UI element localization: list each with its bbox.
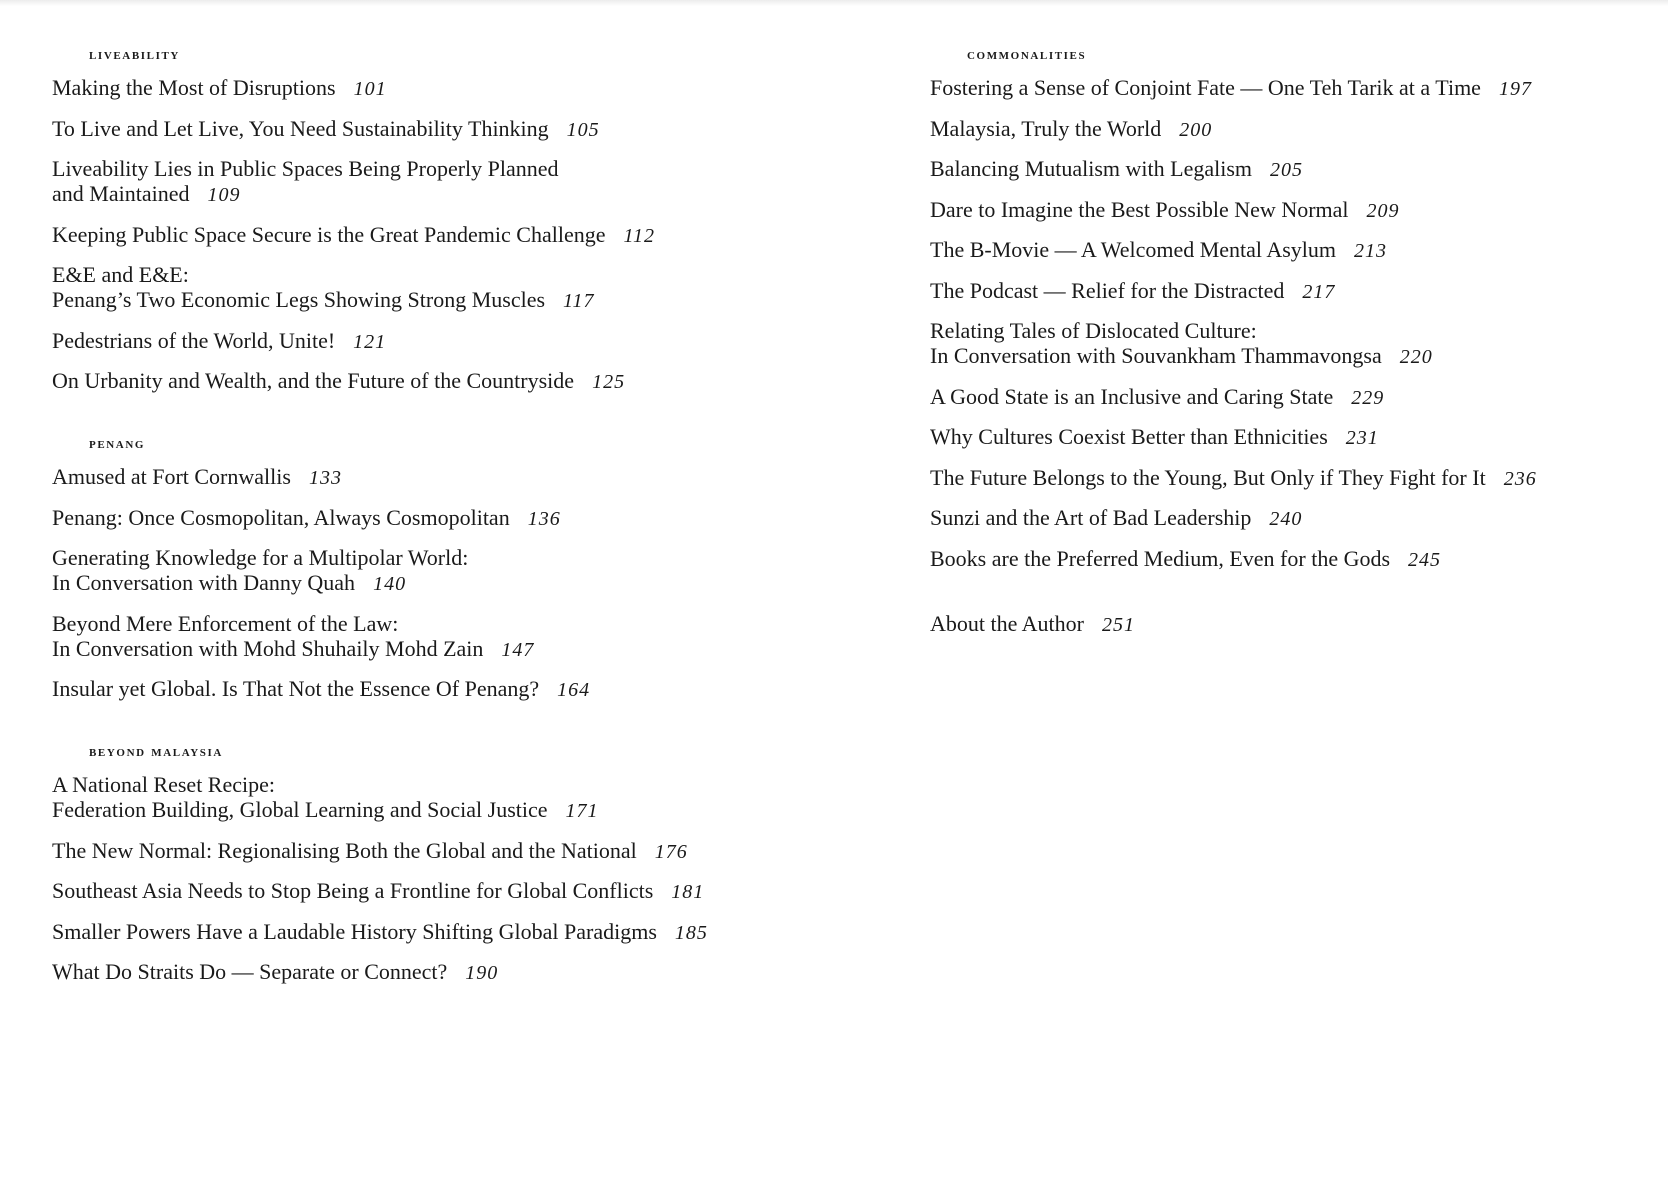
toc-entry[interactable] (52, 328, 812, 355)
toc-entry[interactable] (52, 959, 812, 986)
entry-title: and Maintained (52, 181, 190, 206)
toc-section-beyond-malaysia (52, 741, 812, 986)
page-number: 125 (592, 371, 626, 393)
entry-line (52, 328, 812, 355)
entry-line (52, 676, 812, 703)
entry-title: In Conversation with Danny Quah (52, 570, 356, 595)
entry-title: A National Reset Recipe: (52, 772, 275, 797)
toc-entry[interactable] (52, 156, 812, 208)
page-number: 176 (654, 840, 688, 863)
entry-line (930, 465, 1650, 492)
entry-line (52, 545, 812, 570)
entry-title: To Live and Let Live, You Need Sustainability Thinking (52, 115, 549, 141)
entry-line (930, 197, 1650, 224)
entry-title: Sunzi and the Art of Bad Leadership (930, 505, 1252, 530)
entry-line (52, 287, 812, 314)
toc-entry[interactable] (930, 197, 1650, 224)
page-number: 197 (1498, 78, 1532, 100)
section-title: penang (89, 435, 146, 452)
entry-title: Beyond Mere Enforcement of the Law: (52, 610, 399, 636)
toc-entry[interactable] (930, 465, 1650, 492)
entry-line (930, 278, 1650, 305)
page-number: 217 (1302, 280, 1336, 303)
entry-title: Making the Most of Disruptions (52, 75, 336, 100)
entry-title: Books are the Preferred Medium, Even for the Gods (930, 545, 1391, 571)
page-number: 251 (1102, 613, 1135, 636)
entry-line (52, 838, 812, 865)
page-number: 140 (373, 573, 407, 595)
entry-title: Malaysia, Truly the World (930, 115, 1162, 141)
entry-line (930, 318, 1650, 343)
entry-line (52, 797, 812, 824)
page-number: 164 (557, 679, 591, 701)
entry-title: Pedestrians of the World, Unite! (52, 327, 336, 353)
toc-section-penang (52, 433, 812, 703)
entry-title: Amused at Fort Cornwallis (52, 464, 291, 489)
toc-entry[interactable] (930, 505, 1650, 532)
entry-line (52, 570, 812, 597)
toc-entry[interactable] (52, 464, 812, 491)
page-number: 200 (1179, 118, 1213, 141)
page-top-edge (0, 0, 1668, 6)
entry-title: Keeping Public Space Secure is the Great Pandemic Challenge (52, 221, 606, 247)
toc-section-commonalities (930, 44, 1650, 573)
section-title: liveability (89, 46, 180, 63)
entry-title: Fostering a Sense of Conjoint Fate — One Teh Tarik at a Time (930, 75, 1481, 100)
toc-entry[interactable] (930, 116, 1650, 143)
page-number: 245 (1408, 548, 1442, 571)
entry-title: Relating Tales of Dislocated Culture: (930, 318, 1257, 343)
page-number: 240 (1269, 508, 1303, 530)
entry-title: In Conversation with Souvankham Thammavongsa (930, 343, 1382, 368)
entry-line (52, 919, 812, 946)
page-number: 185 (674, 921, 708, 944)
entry-line (930, 116, 1650, 143)
page-number: 133 (308, 467, 342, 489)
entry-title: About the Author (930, 610, 1084, 636)
entry-title: The B-Movie — A Welcomed Mental Asylum (930, 237, 1337, 262)
entry-line (52, 181, 812, 208)
entry-line (52, 772, 812, 797)
entry-line (52, 222, 812, 249)
entry-line (930, 343, 1650, 370)
toc-entry[interactable] (52, 545, 812, 597)
page-number: 213 (1354, 240, 1388, 262)
toc-entry[interactable] (930, 156, 1650, 183)
entry-title: Insular yet Global. Is That Not the Essence Of Penang? (52, 676, 540, 701)
page-number: 190 (465, 962, 499, 984)
toc-entry-about-the-author[interactable] (930, 611, 1650, 638)
toc-right-column (930, 44, 1650, 651)
entry-line (52, 75, 812, 102)
page-number: 117 (563, 290, 595, 312)
entry-line (52, 505, 812, 532)
entry-title: E&E and E&E: (52, 262, 189, 287)
toc-entry[interactable] (52, 116, 812, 143)
toc-entry[interactable] (930, 546, 1650, 573)
entry-line (930, 384, 1650, 411)
entry-title: Federation Building, Global Learning and Social Justice (52, 797, 548, 822)
page-number: 209 (1366, 199, 1400, 222)
entry-title: Why Cultures Coexist Better than Ethnicities (930, 424, 1328, 449)
entry-line (52, 611, 812, 636)
toc-entry[interactable] (52, 75, 812, 102)
entry-line (52, 116, 812, 143)
section-title: beyond malaysia (89, 743, 223, 760)
page-number: 236 (1503, 467, 1537, 490)
entry-title: On Urbanity and Wealth, and the Future of the Countryside (52, 368, 575, 393)
page-number: 121 (353, 330, 387, 353)
entry-line (930, 505, 1650, 532)
entry-title: Southeast Asia Needs to Stop Being a Frontline for Global Conflicts (52, 878, 654, 903)
toc-entry[interactable] (52, 919, 812, 946)
entry-title: The Podcast — Relief for the Distracted (930, 277, 1285, 303)
toc-entry[interactable] (52, 222, 812, 249)
entry-line (52, 262, 812, 287)
entry-title: The New Normal: Regionalising Both the Global and the National (52, 837, 637, 863)
toc-entry[interactable] (52, 368, 812, 395)
entry-title: What Do Straits Do — Separate or Connect? (52, 959, 448, 984)
entry-line (52, 878, 812, 905)
page-number: 171 (565, 800, 599, 822)
toc-entry[interactable] (52, 611, 812, 663)
entry-line (930, 424, 1650, 451)
page-number: 231 (1345, 427, 1379, 449)
toc-entry[interactable] (930, 424, 1650, 451)
toc-entry[interactable] (52, 505, 812, 532)
toc-left-column (52, 44, 812, 1024)
toc-entry[interactable] (930, 237, 1650, 264)
toc-section-liveability (52, 44, 812, 395)
toc-entry[interactable] (930, 318, 1650, 370)
entry-title: Smaller Powers Have a Laudable History Shifting Global Paradigms (52, 918, 657, 944)
page-number: 220 (1399, 346, 1433, 368)
entry-title: Penang’s Two Economic Legs Showing Strong Muscles (52, 287, 546, 312)
entry-line (930, 546, 1650, 573)
entry-title: Dare to Imagine the Best Possible New Normal (930, 196, 1349, 222)
toc-entry[interactable] (52, 878, 812, 905)
entry-line (52, 959, 812, 986)
entry-title: A Good State is an Inclusive and Caring State (930, 383, 1334, 409)
page-number: 229 (1351, 386, 1385, 409)
entry-title: Generating Knowledge for a Multipolar World: (52, 545, 469, 570)
page-number: 136 (527, 507, 561, 530)
page-number: 147 (501, 638, 535, 661)
toc-entry[interactable] (930, 278, 1650, 305)
entry-line (52, 464, 812, 491)
entry-line (930, 237, 1650, 264)
page-number: 112 (623, 224, 656, 247)
entry-title: The Future Belongs to the Young, But Only if They Fight for It (930, 464, 1486, 490)
toc-entry[interactable] (52, 676, 812, 703)
entry-line (52, 636, 812, 663)
entry-title: Liveability Lies in Public Spaces Being Properly Planned (52, 156, 559, 181)
section-title: commonalities (967, 46, 1087, 63)
entry-title: Balancing Mutualism with Legalism (930, 156, 1253, 181)
page-number: 205 (1270, 159, 1304, 181)
toc-entry[interactable] (52, 262, 812, 314)
toc-entry[interactable] (52, 772, 812, 824)
entry-line (930, 156, 1650, 183)
entry-line (930, 75, 1650, 102)
toc-entry[interactable] (930, 75, 1650, 102)
entry-line (52, 156, 812, 181)
entry-line (52, 368, 812, 395)
page-number: 105 (566, 118, 600, 141)
entry-title: In Conversation with Mohd Shuhaily Mohd Zain (52, 635, 484, 661)
page-number: 101 (353, 78, 387, 100)
page-number: 109 (207, 184, 241, 206)
page-number: 181 (671, 881, 705, 903)
toc-entry[interactable] (52, 838, 812, 865)
toc-entry[interactable] (930, 384, 1650, 411)
entry-title: Penang: Once Cosmopolitan, Always Cosmopolitan (52, 504, 510, 530)
